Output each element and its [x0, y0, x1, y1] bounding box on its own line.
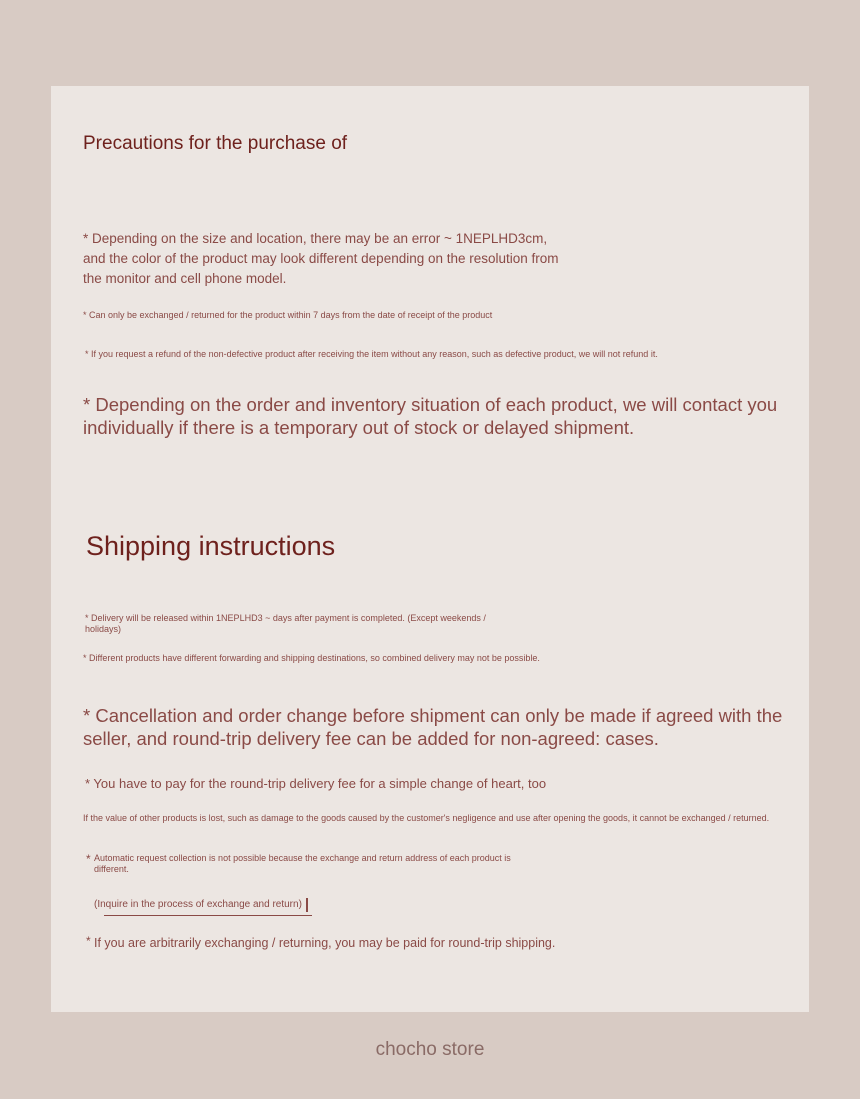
precaution-refund-policy: * If you request a refund of the non-defective product after receiving the item without any reason, such as defective product, we will not refund it.: [85, 349, 658, 359]
shipping-damage-policy: If the value of other products is lost, such as damage to the goods caused by the customer's negligence and use after opening the goods, it cannot be exchanged / returned.: [83, 813, 770, 823]
shipping-auto-collection: Automatic request collection is not possible because the exchange and return address of each product is different.: [94, 853, 511, 874]
bullet-asterisk: *: [86, 852, 91, 866]
shipping-combined-delivery: * Different products have different forwarding and shipping destinations, so combined delivery may not be possible.: [83, 653, 540, 663]
inquire-underline: [104, 915, 312, 916]
precaution-exchange-period: * Can only be exchanged / returned for the product within 7 days from the date of receipt of the product: [83, 310, 493, 320]
shipping-arbitrary-return: If you are arbitrarily exchanging / returning, you may be paid for round-trip shipping.: [94, 936, 556, 950]
shipping-inquire-note: (Inquire in the process of exchange and return): [94, 898, 308, 912]
precaution-size-color: * Depending on the size and location, there may be an error ~ 1NEPLHD3cm, and the color of the product may look different depending on the resolution from the monitor and cell phone model.: [83, 231, 559, 286]
bullet-asterisk: *: [86, 934, 91, 948]
store-name: chocho store: [375, 1039, 485, 1060]
precautions-title: Precautions for the purchase of: [83, 133, 348, 154]
shipping-release-time: * Delivery will be released within 1NEPLHD3 ~ days after payment is completed. (Except weekends / holidays): [85, 613, 486, 634]
shipping-title: Shipping instructions: [86, 531, 336, 561]
shipping-change-of-heart: * You have to pay for the round-trip delivery fee for a simple change of heart, too: [85, 776, 547, 791]
precaution-stock-delay: * Depending on the order and inventory situation of each product, we will contact you individually if there is a temporary out of stock or delayed shipment.: [83, 394, 778, 438]
shipping-cancellation: * Cancellation and order change before shipment can only be made if agreed with the seller, and round-trip delivery fee can be added for non-agreed: cases.: [83, 705, 783, 749]
notice-card: [51, 86, 809, 1012]
